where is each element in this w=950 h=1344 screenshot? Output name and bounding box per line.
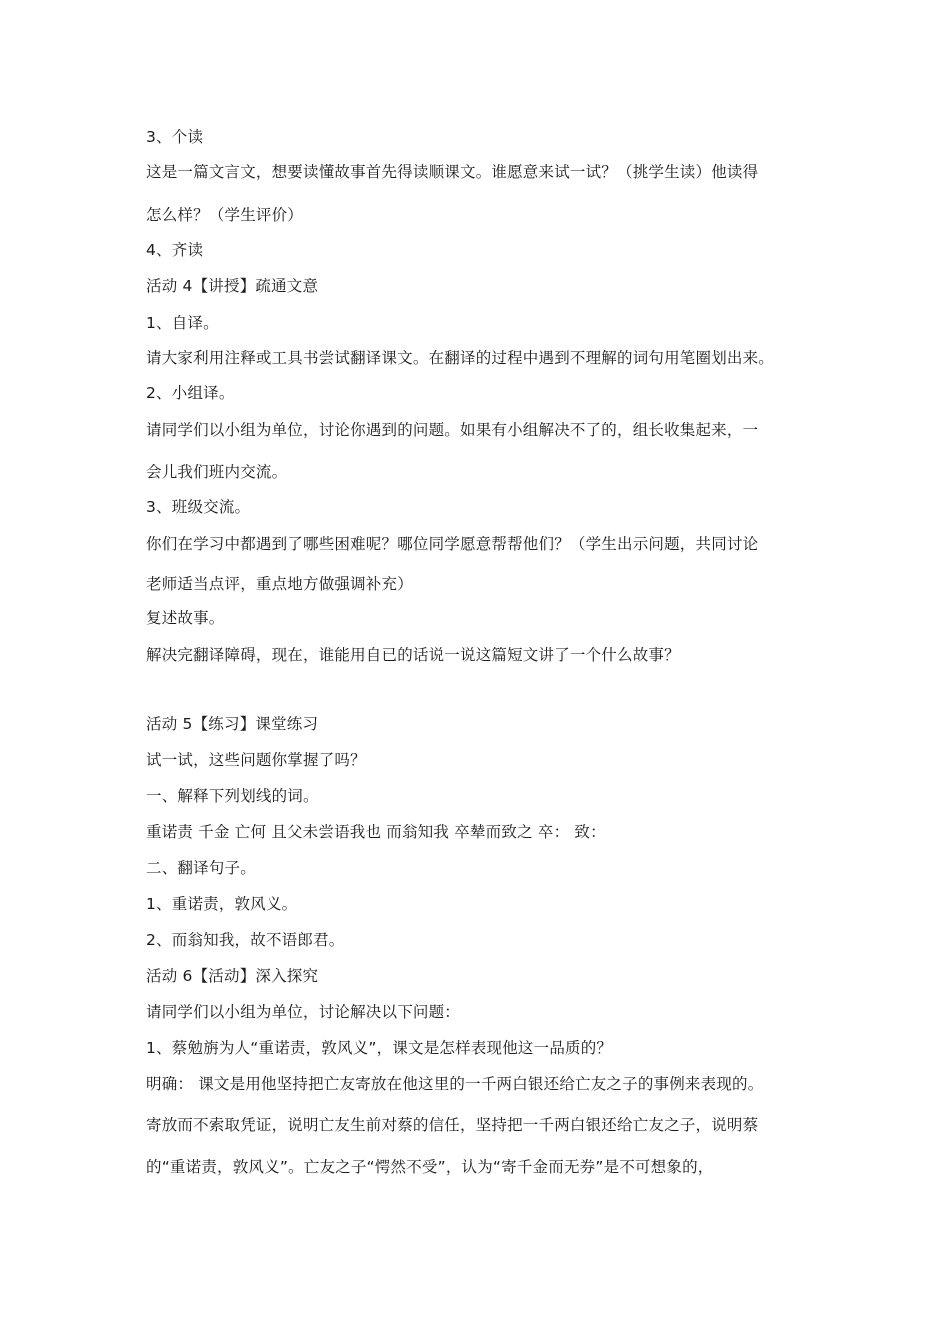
text-line: 你们在学习中都遇到了哪些困难呢？哪位同学愿意帮帮他们？（学生出示问题，共同讨论 — [146, 535, 759, 553]
text-line: 3、班级交流。 — [146, 498, 251, 516]
text-line: 1、自译。 — [146, 314, 219, 332]
section-heading: 活动 5【练习】课堂练习 — [146, 715, 319, 733]
text-line: 一、解释下列划线的词。 — [146, 787, 319, 805]
text-line: 明确： 课文是用他坚持把亡友寄放在他这里的一千两白银还给亡友之子的事例来表现的。 — [146, 1075, 764, 1093]
text-line: 寄放而不索取凭证，说明亡友生前对蔡的信任，坚持把一千两白银还给亡友之子，说明蔡 — [146, 1116, 759, 1134]
section-heading: 活动 6【活动】深入探究 — [146, 967, 319, 985]
text-line: 会儿我们班内交流。 — [146, 463, 288, 481]
text-line: 的“重诺责，敦风义”。亡友之子“愕然不受”，认为“寄千金而无券”是不可想象的， — [146, 1158, 714, 1176]
text-line: 二、翻译句子。 — [146, 859, 256, 877]
text-line: 请同学们以小组为单位，讨论你遇到的问题。如果有小组解决不了的，组长收集起来，一 — [146, 421, 759, 439]
text-line: 2、小组译。 — [146, 384, 235, 402]
text-line: 1、蔡勉旃为人“重诺责，敦风义”，课文是怎样表现他这一品质的？ — [146, 1039, 613, 1057]
text-line: 这是一篇文言文，想要读懂故事首先得读顺课文。谁愿意来试一试？（挑学生读）他读得 — [146, 163, 759, 181]
text-line: 试一试，这些问题你掌握了吗？ — [146, 751, 366, 769]
text-line: 重诺责 千金 亡何 且父未尝语我也 而翁知我 卒辇而致之 卒： 致： — [146, 823, 606, 841]
text-line: 4、齐读 — [146, 241, 204, 259]
text-line: 解决完翻译障碍，现在，谁能用自已的话说一说这篇短文讲了一个什么故事？ — [146, 646, 680, 664]
text-line: 复述故事。 — [146, 609, 225, 627]
section-heading: 活动 4【讲授】疏通文意 — [146, 277, 319, 295]
text-line: 请大家利用注释或工具书尝试翻译课文。在翻译的过程中遇到不理解的词句用笔圈划出来。 — [146, 349, 775, 367]
text-line: 请同学们以小组为单位，讨论解决以下问题： — [146, 1003, 461, 1021]
text-line: 1、重诺责，敦风义。 — [146, 895, 298, 913]
text-line: 2、而翁知我，故不语郎君。 — [146, 931, 345, 949]
text-line: 老师适当点评，重点地方做强调补充） — [146, 575, 413, 593]
text-line: 3、个读 — [146, 128, 204, 146]
text-line: 怎么样？（学生评价） — [146, 206, 304, 224]
